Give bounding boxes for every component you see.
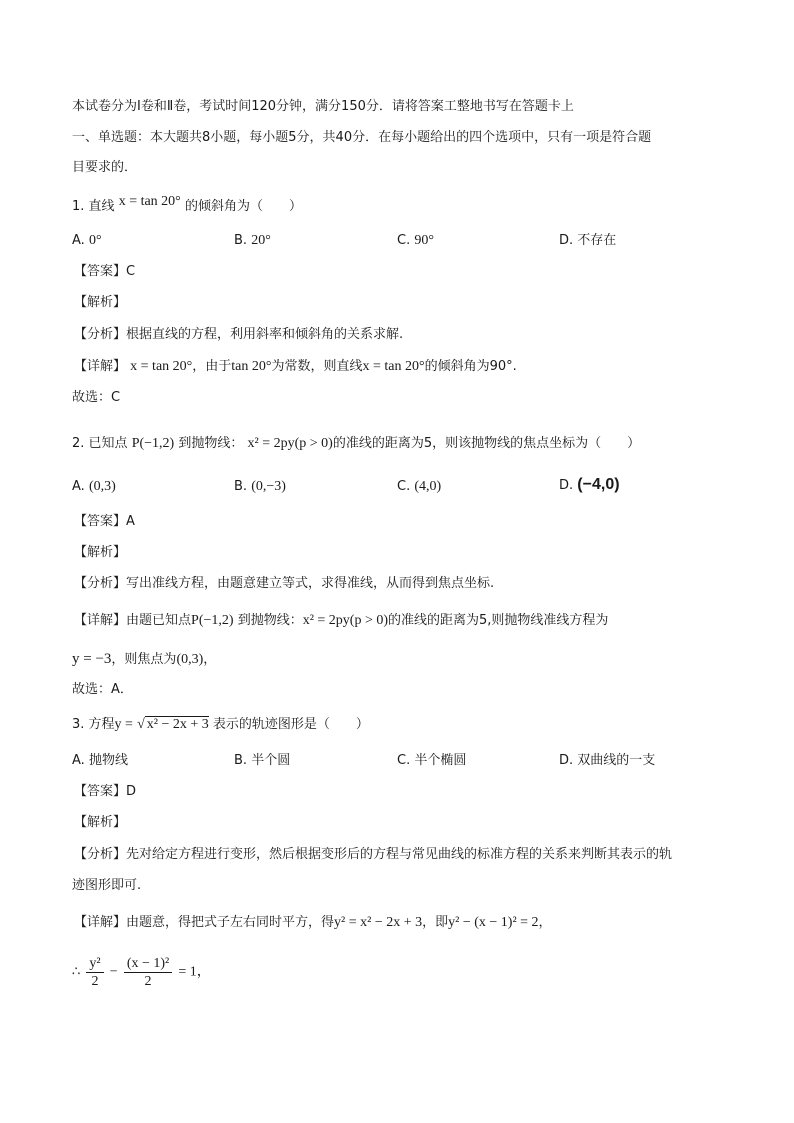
answer-tag: 【答案】	[74, 264, 127, 279]
q2-prefix: 2. 已知点	[72, 436, 128, 451]
question-3-stem	[72, 716, 369, 734]
q3-prefix: 3. 方程	[72, 717, 115, 732]
detail-text: ，由于	[192, 359, 232, 374]
option-label: C.	[397, 753, 411, 768]
detail-text: 为常数，则直线	[271, 359, 363, 374]
detail-tag: 【详解】	[74, 359, 127, 374]
q3-option-b	[234, 752, 290, 770]
sqrt-sign: √	[137, 717, 145, 732]
fenxi-tag: 【分析】	[74, 327, 127, 342]
q2-mid: 到抛物线：	[178, 436, 244, 451]
q3-answer	[74, 783, 136, 801]
option-text: (0,3)	[88, 479, 116, 494]
option-text: 半个圆	[251, 753, 291, 768]
fenxi-text: 先对给定方程进行变形，然后根据变形后的方程与常见曲线的标准方程的关系来判断其表示的轨	[126, 847, 673, 862]
detail-math: y² − (x − 1)² = 2	[448, 915, 539, 930]
fraction-1	[86, 955, 103, 990]
q3-radicand: x² − 2x + 3	[146, 717, 209, 732]
q1-suffix: 的倾斜角为（ ）	[184, 199, 302, 214]
option-text: 不存在	[577, 233, 617, 248]
option-label: B.	[234, 233, 248, 248]
q2-fenxi	[74, 575, 494, 593]
section-heading-line2: 目要求的．	[72, 160, 138, 175]
detail-text: 由题已知点	[126, 613, 192, 628]
question-1-stem	[72, 194, 302, 216]
q3-suffix: 表示的轨迹图形是（ ）	[212, 717, 369, 732]
q1-option-a	[72, 232, 102, 250]
section-heading-line1: 一、单选题：本大题共8小题，每小题5分，共40分．在每小题给出的四个选项中，只有一项是符合题	[72, 130, 652, 145]
fraction-2-denominator: 2	[144, 974, 152, 989]
option-text: (−4,0)	[577, 476, 620, 493]
detail-text: 的倾斜角为90°.	[424, 359, 517, 374]
option-label: C.	[397, 479, 411, 494]
q1-option-c	[397, 232, 434, 250]
detail-math: P(−1,2)	[191, 613, 234, 628]
fraction-2-numerator: (x − 1)²	[124, 955, 172, 973]
detail-text: ，即	[422, 915, 449, 930]
option-text: 抛物线	[88, 753, 128, 768]
detail-math: x = tan 20°	[130, 359, 193, 374]
q1-fenxi	[74, 326, 403, 344]
detail-math: x² = 2py(p > 0)	[302, 613, 389, 628]
q1-prefix: 1. 直线	[72, 199, 115, 214]
fenxi-text: 写出准线方程，由题意建立等式，求得准线，从而得到焦点坐标.	[126, 576, 495, 591]
q1-option-b	[234, 232, 271, 250]
answer-tag: 【答案】	[74, 784, 127, 799]
q1-choose: 故选：C	[72, 390, 121, 405]
fenxi-text: 根据直线的方程，利用斜率和倾斜角的关系求解.	[126, 327, 404, 342]
option-text: (4,0)	[414, 479, 442, 494]
detail-math: x = tan 20°	[362, 359, 425, 374]
q2-detail-line1	[74, 612, 608, 630]
q3-option-a	[72, 752, 128, 770]
fraction-2	[124, 955, 172, 990]
detail-math: y = −3	[72, 651, 112, 667]
option-label: D.	[559, 753, 574, 768]
detail-text: ，	[538, 915, 552, 930]
fenxi-tag: 【分析】	[74, 847, 127, 862]
option-text: (0,−3)	[251, 479, 286, 494]
exam-intro: 本试卷分为Ⅰ卷和Ⅱ卷，考试时间120分钟，满分150分．请将答案工整地书写在答题卡上	[72, 99, 574, 114]
option-label: B.	[234, 753, 248, 768]
q3-fenxi-line2: 迹图形即可.	[72, 878, 142, 893]
detail-math: y² = x² − 2x + 3	[334, 915, 423, 930]
q2-option-c	[397, 478, 441, 496]
option-text: 20°	[251, 233, 271, 248]
q3-detail-line1	[74, 914, 552, 932]
option-label: A.	[72, 479, 85, 494]
q3-fenxi-line1	[74, 846, 672, 864]
q3-option-c	[397, 752, 466, 770]
detail-math: tan 20°	[231, 359, 272, 374]
q3-math-y: y =	[114, 717, 133, 732]
option-text: 0°	[88, 233, 102, 248]
q3-option-d	[559, 752, 655, 770]
q2-point: P(−1,2)	[131, 436, 175, 451]
option-label: B.	[234, 479, 248, 494]
option-text: 90°	[414, 233, 434, 248]
therefore-symbol: ∴	[72, 964, 81, 980]
q2-suffix: 的准线的距离为5，则该抛物线的焦点坐标为（ ）	[332, 436, 641, 451]
fraction-1-numerator: y²	[86, 955, 103, 973]
q1-option-d	[559, 232, 616, 250]
q1-answer	[74, 263, 135, 281]
fenxi-tag: 【分析】	[74, 576, 127, 591]
q2-option-a	[72, 478, 116, 496]
option-label: A.	[72, 753, 85, 768]
q3-detail-line2	[72, 955, 211, 990]
option-label: D.	[559, 478, 574, 493]
detail-text: ，则焦点为	[111, 652, 177, 667]
q1-detail	[74, 358, 517, 376]
q2-answer	[74, 513, 135, 531]
fraction-1-denominator: 2	[91, 974, 99, 989]
q1-analysis-tag: 【解析】	[74, 295, 127, 310]
minus-sign: −	[109, 964, 118, 980]
q3-analysis-tag: 【解析】	[74, 815, 127, 830]
detail-text: 的准线的距离为5,则抛物线准线方程为	[388, 613, 609, 628]
q2-choose: 故选：A．	[72, 682, 133, 697]
detail-math: (0,3)	[176, 652, 204, 667]
option-text: 双曲线的一支	[577, 753, 656, 768]
q2-parabola: x² = 2py(p > 0)	[247, 436, 333, 451]
q2-option-d	[559, 476, 620, 495]
detail-tag: 【详解】	[74, 613, 127, 628]
detail-text: 到抛物线：	[237, 613, 303, 628]
answer-tag: 【答案】	[74, 514, 127, 529]
q1-math: x = tan 20°	[118, 194, 181, 209]
answer-value: A	[126, 514, 135, 529]
q2-analysis-tag: 【解析】	[74, 545, 127, 560]
option-label: A.	[72, 233, 85, 248]
detail-text: ，	[203, 652, 217, 667]
q2-detail-line2	[72, 650, 216, 669]
option-text: 半个椭圆	[414, 753, 467, 768]
question-2-stem	[72, 435, 640, 453]
q2-option-b	[234, 478, 286, 496]
detail-tag: 【详解】	[74, 915, 127, 930]
answer-value: D	[126, 784, 137, 799]
option-label: D.	[559, 233, 574, 248]
equation-result: = 1，	[178, 964, 211, 980]
answer-value: C	[126, 264, 136, 279]
detail-text: 由题意，得把式子左右同时平方，得	[126, 915, 335, 930]
option-label: C.	[397, 233, 411, 248]
